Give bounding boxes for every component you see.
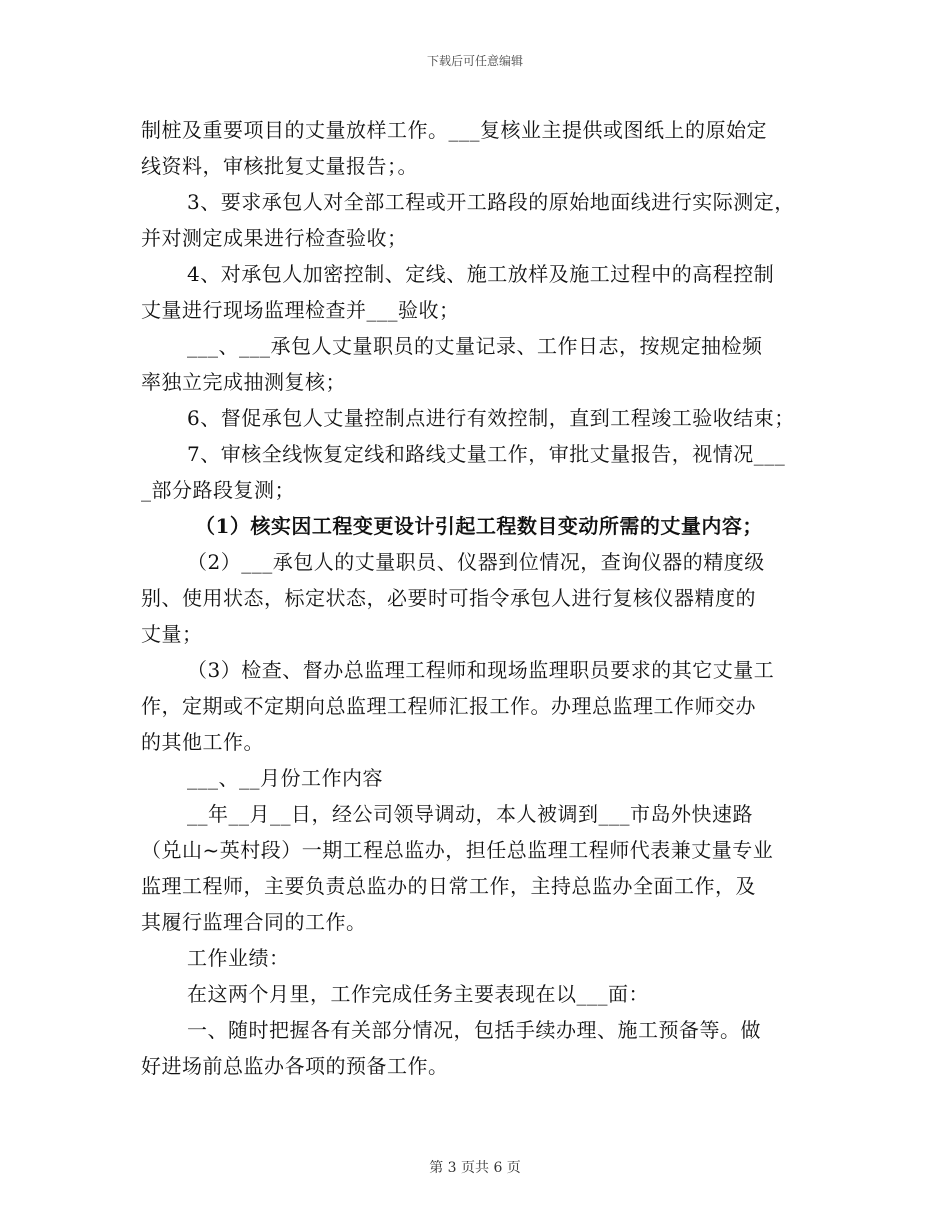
- text-line: （3）检查、督办总监理工程师和现场监理职员要求的其它丈量工: [187, 658, 775, 682]
- text-line: 4、对承包人加密控制、定线、施工放样及施工过程中的高程控制: [187, 262, 775, 286]
- page-footer: 第 3 页共 6 页: [429, 1160, 521, 1176]
- text-line: 制桩及重要项目的丈量放样工作。___复核业主提供或图纸上的原始定: [141, 118, 767, 142]
- text-line: （兑山~英村段）一期工程总监办，担任总监理工程师代表兼丈量专业: [141, 838, 774, 862]
- text-line: 3、要求承包人对全部工程或开工路段的原始地面线进行实际测定，: [187, 190, 795, 214]
- text-line: 监理工程师，主要负责总监办的日常工作，主持总监办全面工作，及: [141, 874, 756, 898]
- text-line: ___、__月份工作内容: [187, 766, 383, 790]
- text-line: __年__月__日，经公司领导调动，本人被调到___市岛外快速路: [187, 802, 753, 826]
- text-line: 一、随时把握各有关部分情况，包括手续办理、施工预备等。做: [187, 1018, 761, 1042]
- text-line: 在这两个月里，工作完成任务主要表现在以___面：: [187, 982, 649, 1006]
- text-line: ___、___承包人丈量职员的丈量记录、工作日志，按规定抽检频: [187, 334, 763, 358]
- text-line: 好进场前总监办各项的预备工作。: [141, 1054, 449, 1078]
- text-line: 工作业绩：: [187, 946, 290, 970]
- text-line: 6、督促承包人丈量控制点进行有效控制，直到工程竣工验收结束；: [187, 406, 795, 430]
- text-line: 率独立完成抽测复核；: [141, 370, 346, 394]
- text-line: 作，定期或不定期向总监理工程师汇报工作。办理总监理工作师交办: [141, 694, 756, 718]
- text-line: 线资料，审核批复丈量报告；。: [141, 154, 418, 178]
- text-line: 并对测定成果进行检查验收；: [141, 226, 408, 250]
- text-line: 别、使用状态，标定状态，必要时可指令承包人进行复核仪器精度的: [141, 586, 756, 610]
- text-line: 丈量；: [141, 622, 203, 646]
- page-header: 下载后可任意编辑: [426, 54, 523, 68]
- text-line: 的其他工作。: [141, 730, 264, 754]
- text-line: 丈量进行现场监理检查并___验收；: [141, 298, 460, 322]
- text-line: 7、审核全线恢复定线和路线丈量工作，审批丈量报告，视情况___: [187, 442, 786, 466]
- text-line: _部分路段复测；: [141, 478, 295, 502]
- bold-heading-line: （1）核实因工程变更设计引起工程数目变动所需的丈量内容；: [195, 514, 763, 538]
- document-body: [141, 112, 821, 1084]
- text-line: （2）___承包人的丈量职员、仪器到位情况，查询仪器的精度级: [187, 550, 765, 574]
- text-line: 其履行监理合同的工作。: [141, 910, 367, 934]
